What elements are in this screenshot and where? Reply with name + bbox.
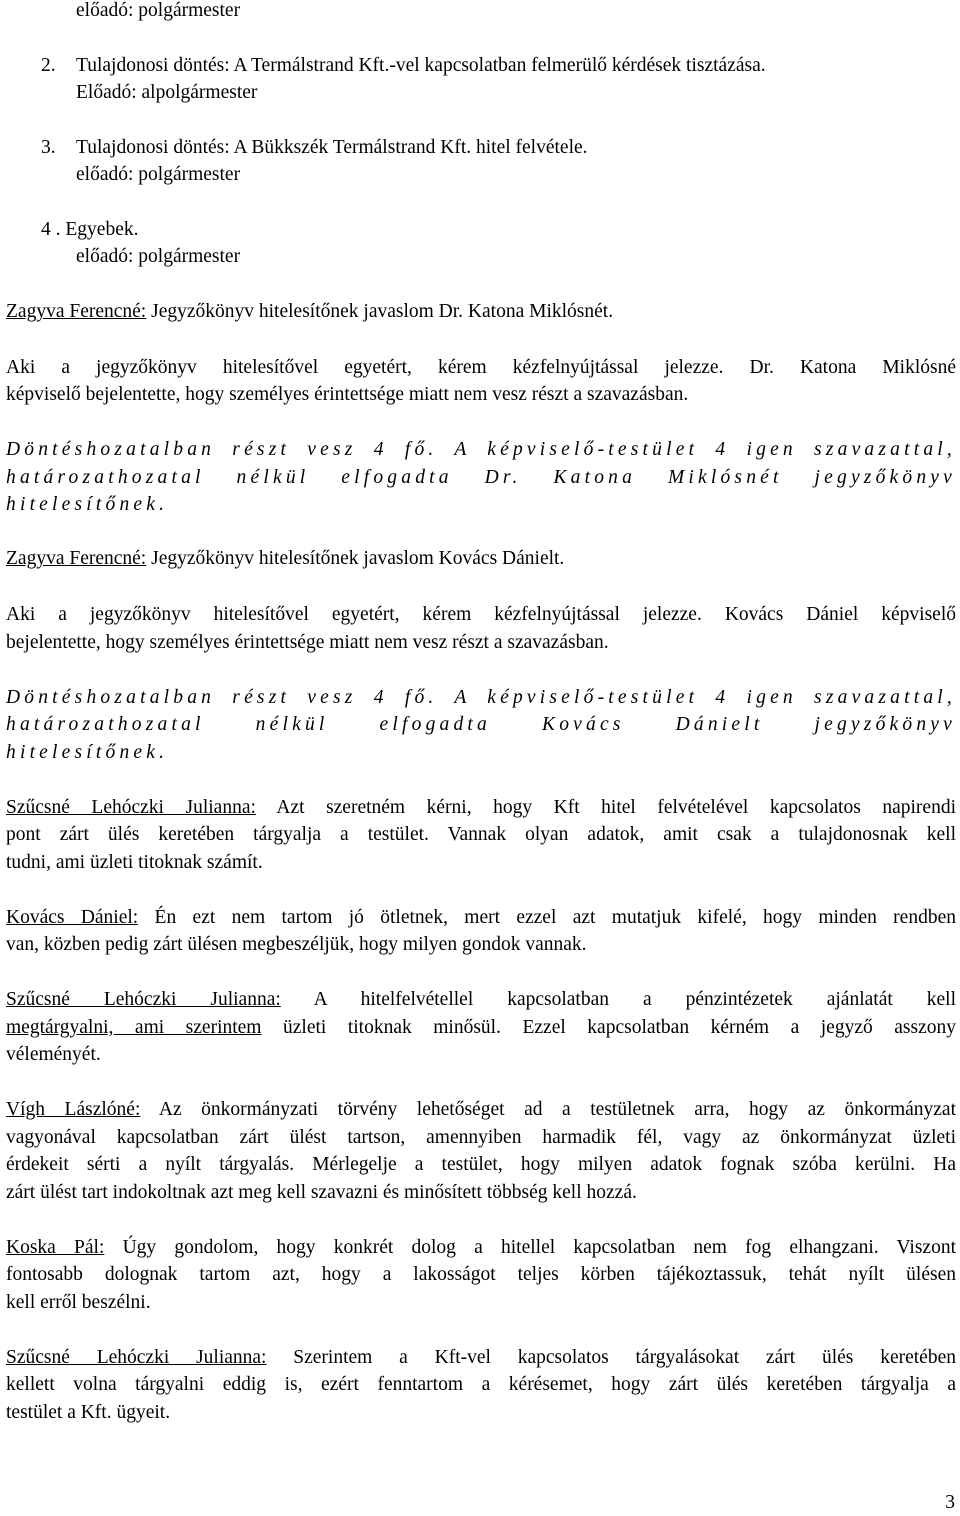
paragraph-line: vagyonával kapcsolatban zárt ülést tartson, amennyiben harmadik fél, vagy az önkormányzat üzleti [6, 1127, 956, 1148]
speaker-name: Koska Pál: [6, 1237, 105, 1258]
decision-line: hitelesítőnek. [6, 494, 169, 515]
paragraph-line: van, közben pedig zárt ülésen megbeszéljük, hogy milyen gondok vannak. [6, 934, 587, 955]
paragraph-line: kellett volna tárgyalni eddig is, ezért fenntartom a kérésemet, hogy zárt ülés keretében tárgyalja a [6, 1374, 956, 1395]
presenter-line: előadó: polgármester [76, 246, 241, 267]
paragraph-text: Úgy gondolom, hogy konkrét dolog a hitellel kapcsolatban nem fog elhangzani. Viszont [104, 1237, 956, 1258]
agenda-item-3: Tulajdonosi döntés: A Bükkszék Termálstrand Kft. hitel felvétele. [76, 137, 588, 158]
speaker-name: Vígh Lászlóné: [6, 1099, 141, 1120]
paragraph-line: Aki a jegyzőkönyv hitelesítővel egyetért, kérem kézfelnyújtással jelezze. Dr. Katona Miklósné [6, 357, 956, 378]
paragraph-line: bejelentette, hogy személyes érintettsége miatt nem vesz részt a szavazásban. [6, 632, 609, 653]
paragraph-line [6, 1234, 956, 1262]
paragraph-text: Az önkormányzati törvény lehetőséget ad a testületnek arra, hogy az önkormányzat [140, 1099, 956, 1120]
paragraph-text: Én ezt nem tartom jó ötletnek, mert ezzel azt mutatjuk kifelé, hogy minden rendben [138, 907, 956, 928]
paragraph-line: testület a Kft. ügyeit. [6, 1402, 171, 1423]
decision-line: határozathozatal nélkül elfogadta Dr. Katona Miklósnét jegyzőkönyv [6, 467, 956, 488]
paragraph-line [6, 1344, 956, 1372]
paragraph-line [6, 986, 956, 1014]
paragraph-text: üzleti titoknak minősül. Ezzel kapcsolatban kérném a jegyző asszony [261, 1017, 956, 1038]
paragraph-line [6, 794, 956, 822]
paragraph-line [6, 904, 956, 932]
speaker-name: Zagyva Ferencné: [6, 548, 147, 569]
paragraph-line: tudni, ami üzleti titoknak számít. [6, 852, 263, 873]
paragraph-line: pont zárt ülés keretében tárgyalja a testület. Vannak olyan adatok, amit csak a tulajdonosnak kell [6, 824, 956, 845]
decision-line: határozathozatal nélkül elfogadta Kovács Dánielt jegyzőkönyv [6, 714, 956, 735]
paragraph-line [6, 299, 613, 325]
paragraph-line: érdekeit sérti a nyílt tárgyalás. Mérlegelje a testület, hogy milyen adatok fognak szóba kerülni. Ha [6, 1154, 956, 1175]
paragraph-text: Jegyzőkönyv hitelesítőnek javaslom Dr. Katona Miklósnét. [146, 301, 614, 322]
paragraph-text: Szerintem a Kft-vel kapcsolatos tárgyalásokat zárt ülés keretében [266, 1347, 956, 1368]
paragraph-line [6, 546, 564, 572]
paragraph-line: Aki a jegyzőkönyv hitelesítővel egyetért, kérem kézfelnyújtással jelezze. Kovács Dániel képviselő [6, 604, 956, 625]
paragraph-text: Azt szeretném kérni, hogy Kft hitel felvételével kapcsolatos napirendi [255, 797, 956, 818]
presenter-line: Előadó: alpolgármester [76, 82, 258, 103]
presenter-line: előadó: polgármester [76, 164, 241, 185]
speaker-name: Szűcsné Lehóczki Julianna: [6, 1347, 267, 1368]
decision-line: Döntéshozatalban részt vesz 4 fő. A képviselő-testület 4 igen szavazattal, [6, 439, 956, 460]
decision-line: Döntéshozatalban részt vesz 4 fő. A képviselő-testület 4 igen szavazattal, [6, 687, 956, 708]
paragraph-line: kell erről beszélni. [6, 1292, 151, 1313]
paragraph-text: A hitelfelvétellel kapcsolatban a pénzintézetek ajánlatát kell [280, 989, 956, 1010]
paragraph-text: Jegyzőkönyv hitelesítőnek javaslom Kovács Dánielt. [146, 548, 565, 569]
page-number: 3 [945, 1492, 955, 1513]
decision-line: hitelesítőnek. [6, 742, 169, 763]
speaker-name: Kovács Dániel: [6, 907, 139, 928]
paragraph-line: zárt ülést tart indokoltnak azt meg kell szavazni és minősített többség kell hozzá. [6, 1182, 637, 1203]
presenter-line: előadó: polgármester [76, 0, 241, 21]
agenda-item-4: 4 . Egyebek. [41, 219, 139, 240]
paragraph-line [6, 1096, 956, 1124]
paragraph-line: képviselő bejelentette, hogy személyes érintettsége miatt nem vesz részt a szavazásban. [6, 384, 689, 405]
paragraph-line [6, 1014, 956, 1042]
paragraph-line: véleményét. [6, 1044, 101, 1065]
speaker-name: Szűcsné Lehóczki Julianna: [6, 989, 281, 1010]
speaker-name: Szűcsné Lehóczki Julianna: [6, 797, 256, 818]
underlined-text: megtárgyalni, ami szerintem [6, 1017, 262, 1038]
agenda-item-number: 2. [41, 55, 56, 76]
paragraph-line: fontosabb dolognak tartom azt, hogy a lakosságot teljes körben tájékoztassuk, tehát nyílt ülésen [6, 1264, 956, 1285]
speaker-name: Zagyva Ferencné: [6, 301, 147, 322]
agenda-item-number: 3. [41, 137, 56, 158]
agenda-item-2: Tulajdonosi döntés: A Termálstrand Kft.-vel kapcsolatban felmerülő kérdések tisztázása. [76, 55, 766, 76]
